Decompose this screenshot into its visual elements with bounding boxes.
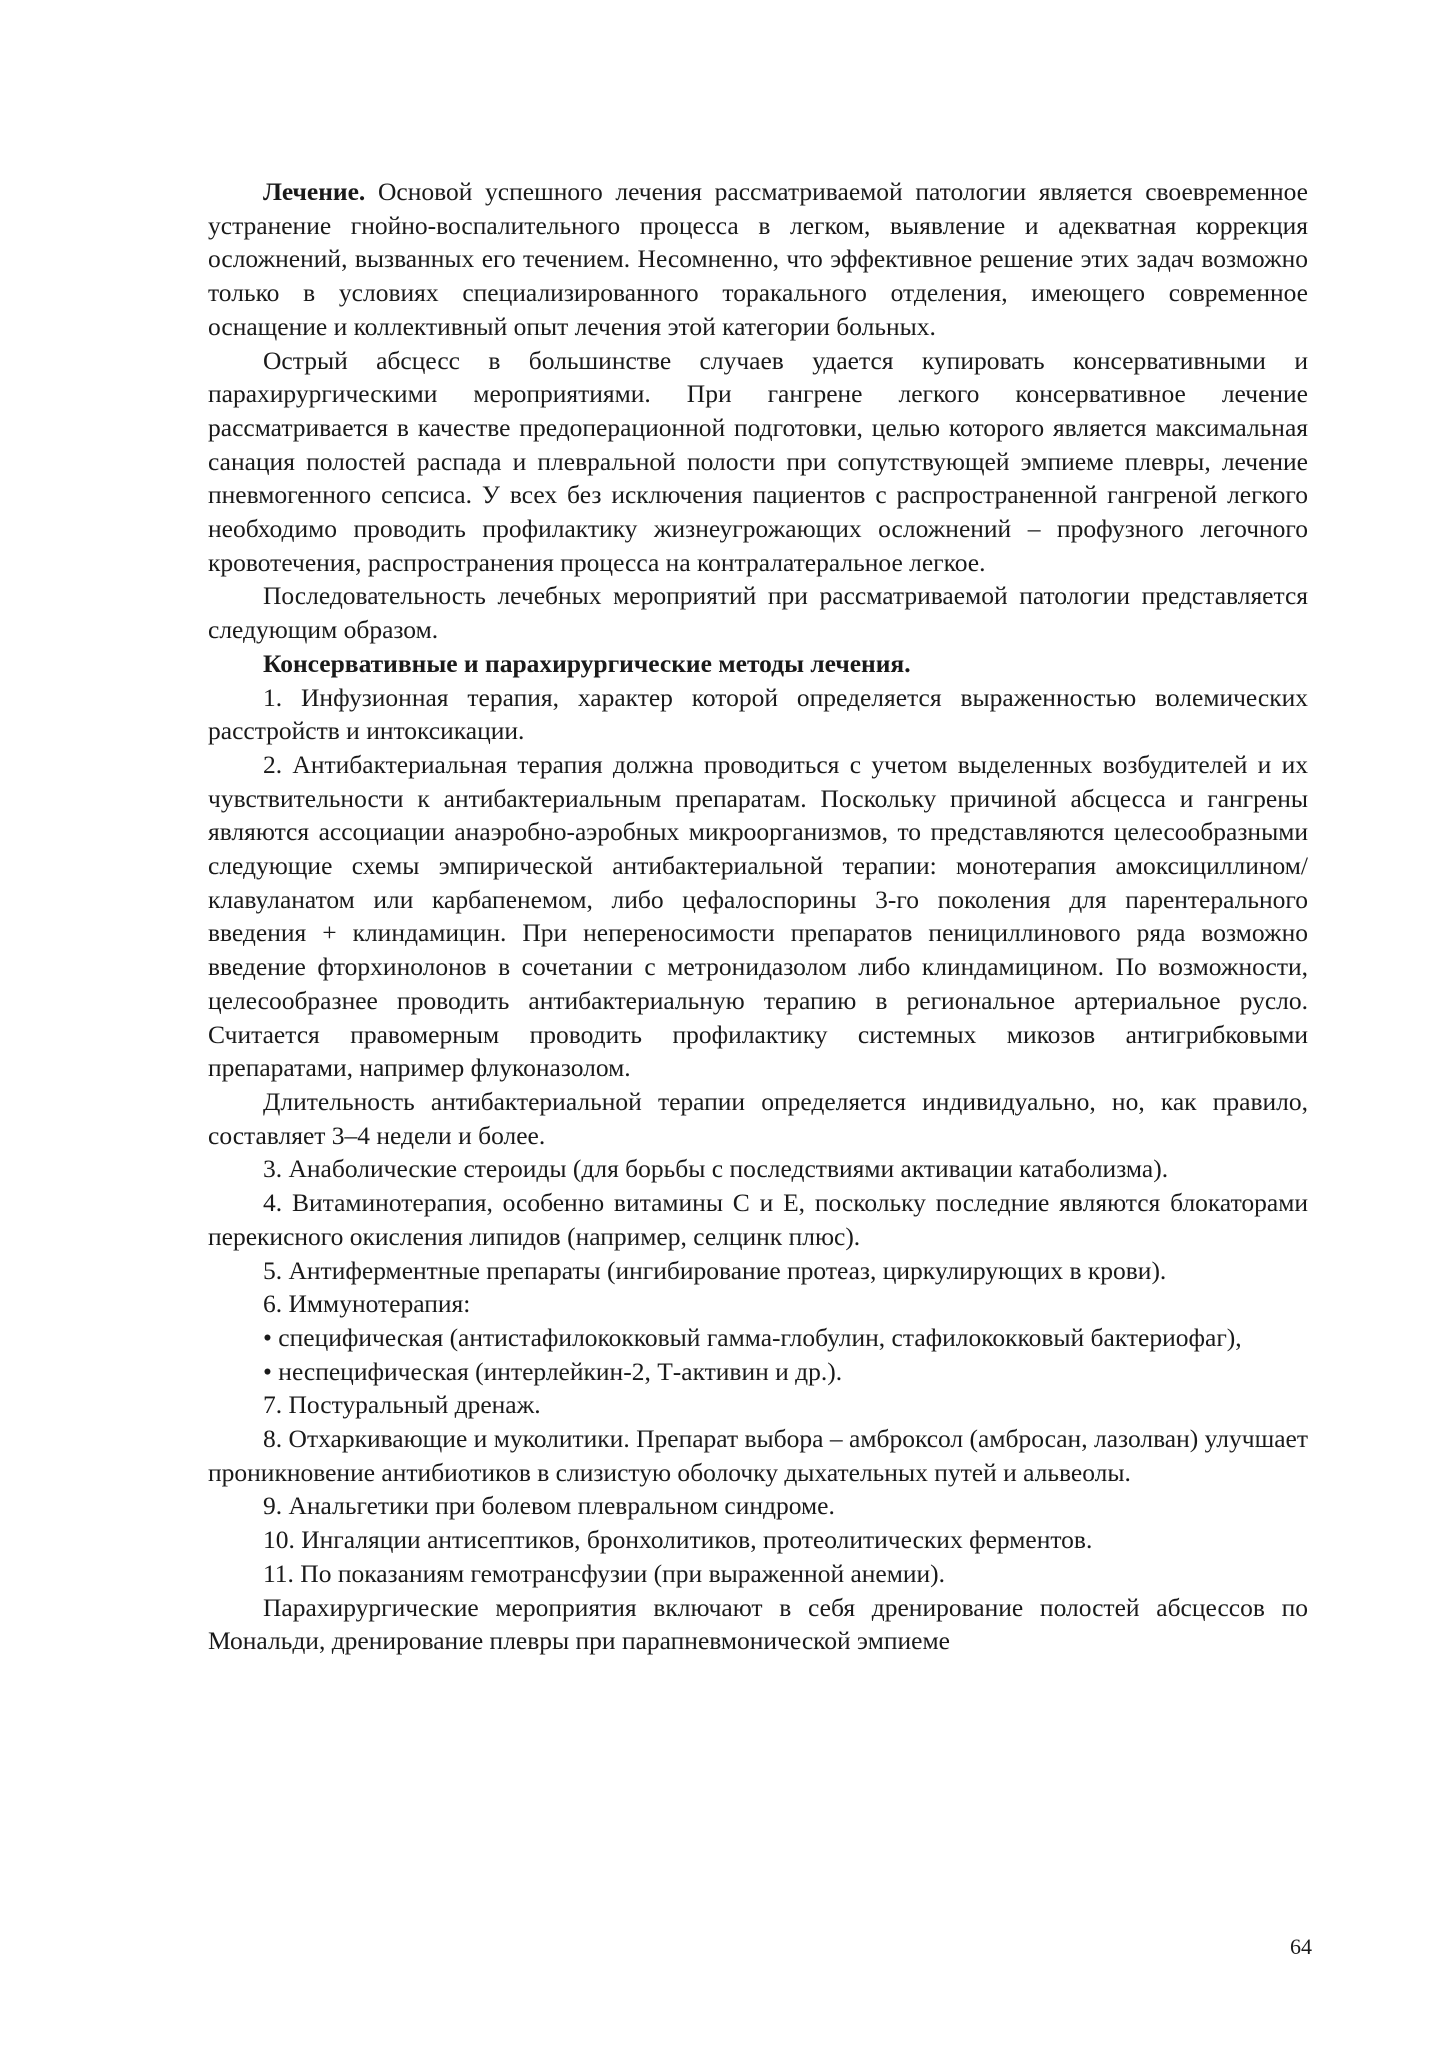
list-item-6: 6. Иммунотерапия:: [263, 1289, 471, 1319]
list-item-8: 8. Отхаркивающие и муколитики. Препарат выбора – амброксол (амбросан, лазолван) улучшает проникновение антибиотиков в слизистую оболочку дыхательных путей и альвеолы.: [208, 1424, 1308, 1487]
bullet-item-nonspecific: • неспецифическая (интерлейкин-2, Т-активин и др.).: [263, 1356, 843, 1386]
list-item-10: 10. Ингаляции антисептиков, бронхолитиков, протеолитических ферментов.: [263, 1525, 1093, 1555]
list-item-11: 11. По показаниям гемотрансфузии (при выраженной анемии).: [263, 1558, 946, 1588]
paragraph-parasurgical: Парахирургические мероприятия включают в себя дренирование полостей абсцессов по Мональди, дренирование плевры при парапневмонической эмпиеме: [208, 1592, 1308, 1656]
paragraph-lead-bold: Лечение.: [263, 177, 366, 206]
body-text: [208, 175, 1308, 1658]
paragraph-text: Основой успешного лечения рассматриваемой патологии является своевременное устранение гнойно-воспалительного процесса в легком, выявление и адекватная коррекция осложнений, вызванных его течением. Несомненно, что эффективное решение этих задач возможно только в условиях специализированного торакального отделения, имеющего современное оснащение и коллективный опыт лечения этой категории больных.: [208, 177, 1308, 341]
list-item-7: 7. Постуральный дренаж.: [263, 1390, 541, 1420]
list-item-4: 4. Витаминотерапия, особенно витамины С и Е, поскольку последние являются блокаторами перекисного окисления липидов (например, селцинк плюс).: [208, 1188, 1308, 1251]
list-item-2: 2. Антибактериальная терапия должна проводиться с учетом выделенных возбудителей и их чувствительности к антибактериальным препаратам. Поскольку причиной абсцесса и гангрены являются ассоциации анаэробно-аэробных микроорганизмов, то представляются целесообразными следующие схемы эмпирической антибактериальной терапии: монотерапия амоксициллином/ клавуланатом или карбапенемом, либо цефалоспорины 3-го поколения для парентерального введения + клиндамицин. При непереносимости препаратов пенициллинового ряда возможно введение фторхинолонов в сочетании с метронидазолом либо клиндамицином. По возможности, целесообразнее проводить антибактериальную терапию в региональное артериальное русло. Считается правомерным проводить профилактику системных микозов антигрибковыми препаратами, например флуконазолом.: [208, 749, 1308, 1083]
bullet-item-specific: • специфическая (антистафилококковый гамма-глобулин, стафилококковый бактериофаг),: [263, 1322, 1242, 1352]
paragraph-duration: Длительность антибактериальной терапии определяется индивидуально, но, как правило, составляет 3–4 недели и более.: [208, 1086, 1308, 1150]
page-number: 64: [1290, 1934, 1312, 1959]
paragraph-sequence: Последовательность лечебных мероприятий при рассматриваемой патологии представляется следующим образом.: [208, 581, 1308, 645]
paragraph-acute-abscess: Острый абсцесс в большинстве случаев удается купировать консервативными и парахирургическими мероприятиями. При гангрене легкого консервативное лечение рассматривается в качестве предоперационной подготовки, целью которого является максимальная санация полостей распада и плевральной полости при сопутствующей эмпиеме плевры, лечение пневмогенного сепсиса. У всех без исключения пациентов с распространенной гангреной легкого необходимо проводить профилактику жизнеугрожающих осложнений – профузного легочного кровотечения, распространения процесса на контралатеральное легкое.: [208, 345, 1308, 577]
list-item-9: 9. Анальгетики при болевом плевральном синдроме.: [263, 1491, 835, 1521]
list-item-1: 1. Инфузионная терапия, характер которой определяется выраженностью волемических расстройств и интоксикации.: [208, 682, 1308, 746]
list-item-5: 5. Антиферментные препараты (ингибирование протеаз, циркулирующих в крови).: [263, 1255, 1167, 1285]
section-heading: Консервативные и парахирургические методы лечения.: [263, 648, 911, 678]
paragraph-treatment-intro: [208, 175, 1308, 344]
list-item-3: 3. Анаболические стероиды (для борьбы с последствиями активации катаболизма).: [263, 1154, 1169, 1184]
